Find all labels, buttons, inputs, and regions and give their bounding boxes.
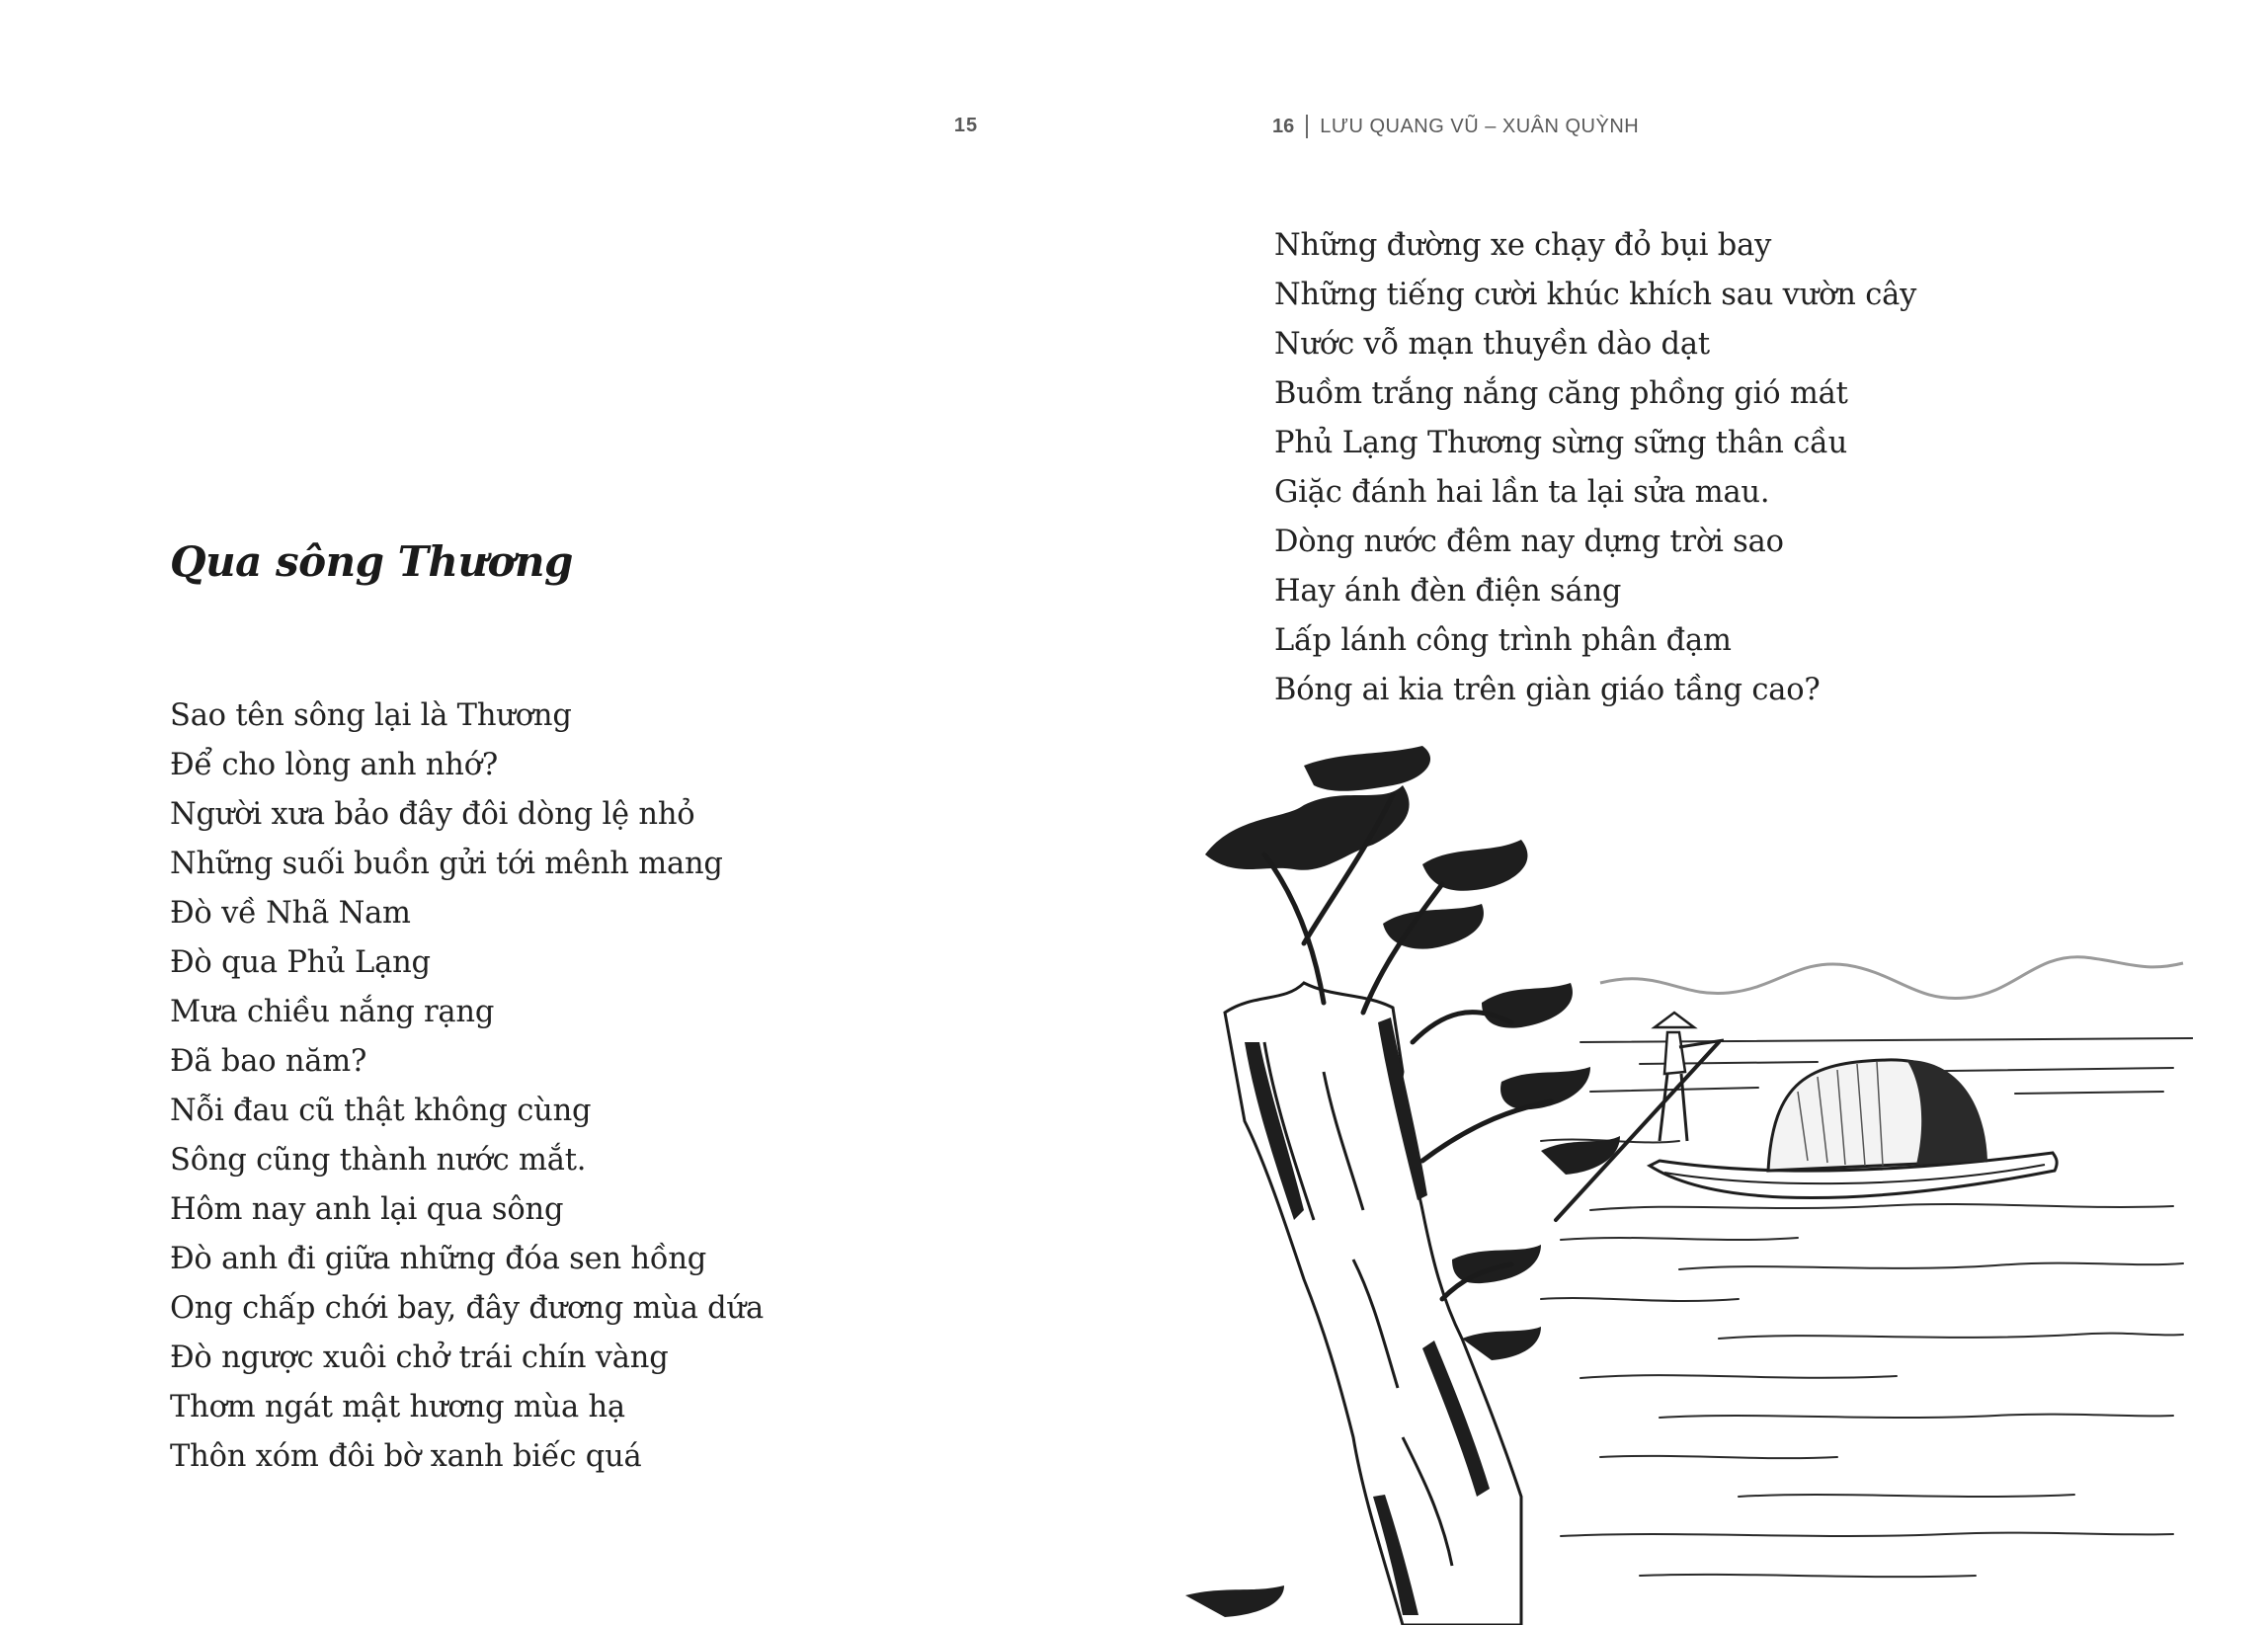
poem-line: Hôm nay anh lại qua sông [170,1192,564,1227]
cliff [1225,983,1521,1625]
boat-icon [1556,1013,2057,1220]
poem-right-stanza [1274,221,1916,715]
poem-title: Qua sông Thương [170,537,573,586]
poem-line: Ong chấp chới bay, đây đương mùa dứa [170,1291,764,1326]
poem-line: Những suối buồn gửi tới mênh mang [170,847,723,881]
poem-line: Phủ Lạng Thương sừng sững thân cầu [1274,426,1848,460]
poem-line: Lấp lánh công trình phân đạm [1274,623,1732,658]
poem-line: Đò về Nhã Nam [170,896,411,931]
poem-line: Những tiếng cười khúc khích sau vườn cây [1274,278,1917,312]
poem-line: Nước vỗ mạn thuyền dào dạt [1274,327,1710,362]
poem-line: Sao tên sông lại là Thương [170,698,572,733]
poem-left-stanza [170,691,764,1482]
poem-line: Bóng ai kia trên giàn giáo tầng cao? [1274,673,1821,707]
river-boat-illustration [1126,746,2193,1625]
poem-line: Người xưa bảo đây đôi dòng lệ nhỏ [170,797,695,832]
poem-line: Giặc đánh hai lần ta lại sửa mau. [1274,475,1770,510]
poem-line: Đò anh đi giữa những đóa sen hồng [170,1242,707,1276]
poem-line: Để cho lòng anh nhớ? [170,748,499,782]
poem-line: Hay ánh đèn điện sáng [1274,574,1622,609]
poem-line: Nỗi đau cũ thật không cùng [170,1094,592,1128]
poem-line: Đò ngược xuôi chở trái chín vàng [170,1341,669,1375]
poem-line: Thôn xóm đôi bờ xanh biếc quá [170,1439,642,1474]
poem-line: Mưa chiều nắng rạng [170,995,495,1029]
header-divider [1306,115,1308,138]
poem-line: Buồm trắng nắng căng phồng gió mát [1274,376,1848,411]
poem-line: Những đường xe chạy đỏ bụi bay [1274,228,1772,263]
mountain-ridge [1600,957,2183,999]
running-header [1272,115,1639,138]
poem-line: Đã bao năm? [170,1044,367,1079]
poem-line: Đò qua Phủ Lạng [170,945,431,980]
header-author: LƯU QUANG VŨ – XUÂN QUỲNH [1320,115,1640,137]
poem-line: Thơm ngát mật hương mùa hạ [170,1390,625,1424]
page-number-right: 16 [1272,115,1295,137]
poem-line: Sông cũng thành nước mắt. [170,1143,587,1178]
poem-line: Dòng nước đêm nay dựng trời sao [1274,525,1784,559]
page-number-left: 15 [953,115,979,136]
